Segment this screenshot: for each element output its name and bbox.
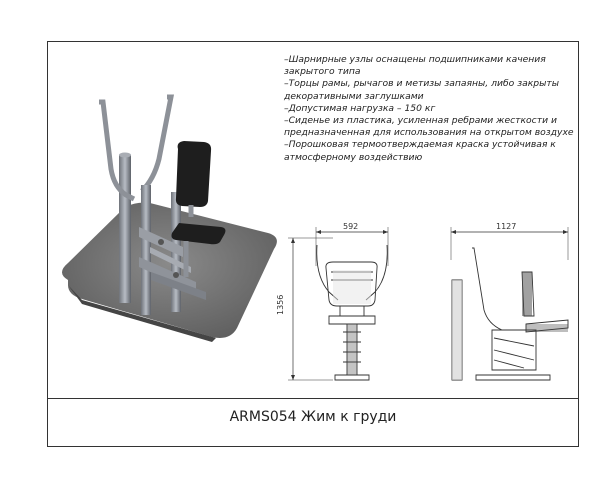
product-caption: ARMS054 Жим к груди bbox=[229, 409, 397, 425]
side-length-label: 1127 bbox=[496, 222, 517, 231]
drawing-sheet bbox=[47, 41, 579, 447]
spec-notes bbox=[284, 54, 576, 164]
caption-divider bbox=[48, 398, 578, 399]
spec-note: –Допустимая нагрузка – 150 кг bbox=[284, 102, 436, 114]
front-view-drawing bbox=[273, 220, 423, 385]
product-render bbox=[46, 97, 276, 357]
side-view-drawing bbox=[436, 220, 586, 385]
spec-note: –Порошковая термоотверждаемая краска устойчивая к атмосферному воздействию bbox=[284, 139, 556, 163]
front-width-label: 592 bbox=[343, 222, 359, 231]
height-label: 1356 bbox=[276, 294, 285, 315]
spec-note: –Шарнирные узлы оснащены подшипниками качения закрытого типа bbox=[284, 54, 546, 78]
spec-note: –Сиденье из пластика, усиленная ребрами жесткости и предназначенная для использования на открытом воздухе bbox=[284, 115, 574, 139]
spec-note: –Торцы рамы, рычагов и метизы запаяны, либо закрыты декоративными заглушками bbox=[284, 78, 559, 102]
